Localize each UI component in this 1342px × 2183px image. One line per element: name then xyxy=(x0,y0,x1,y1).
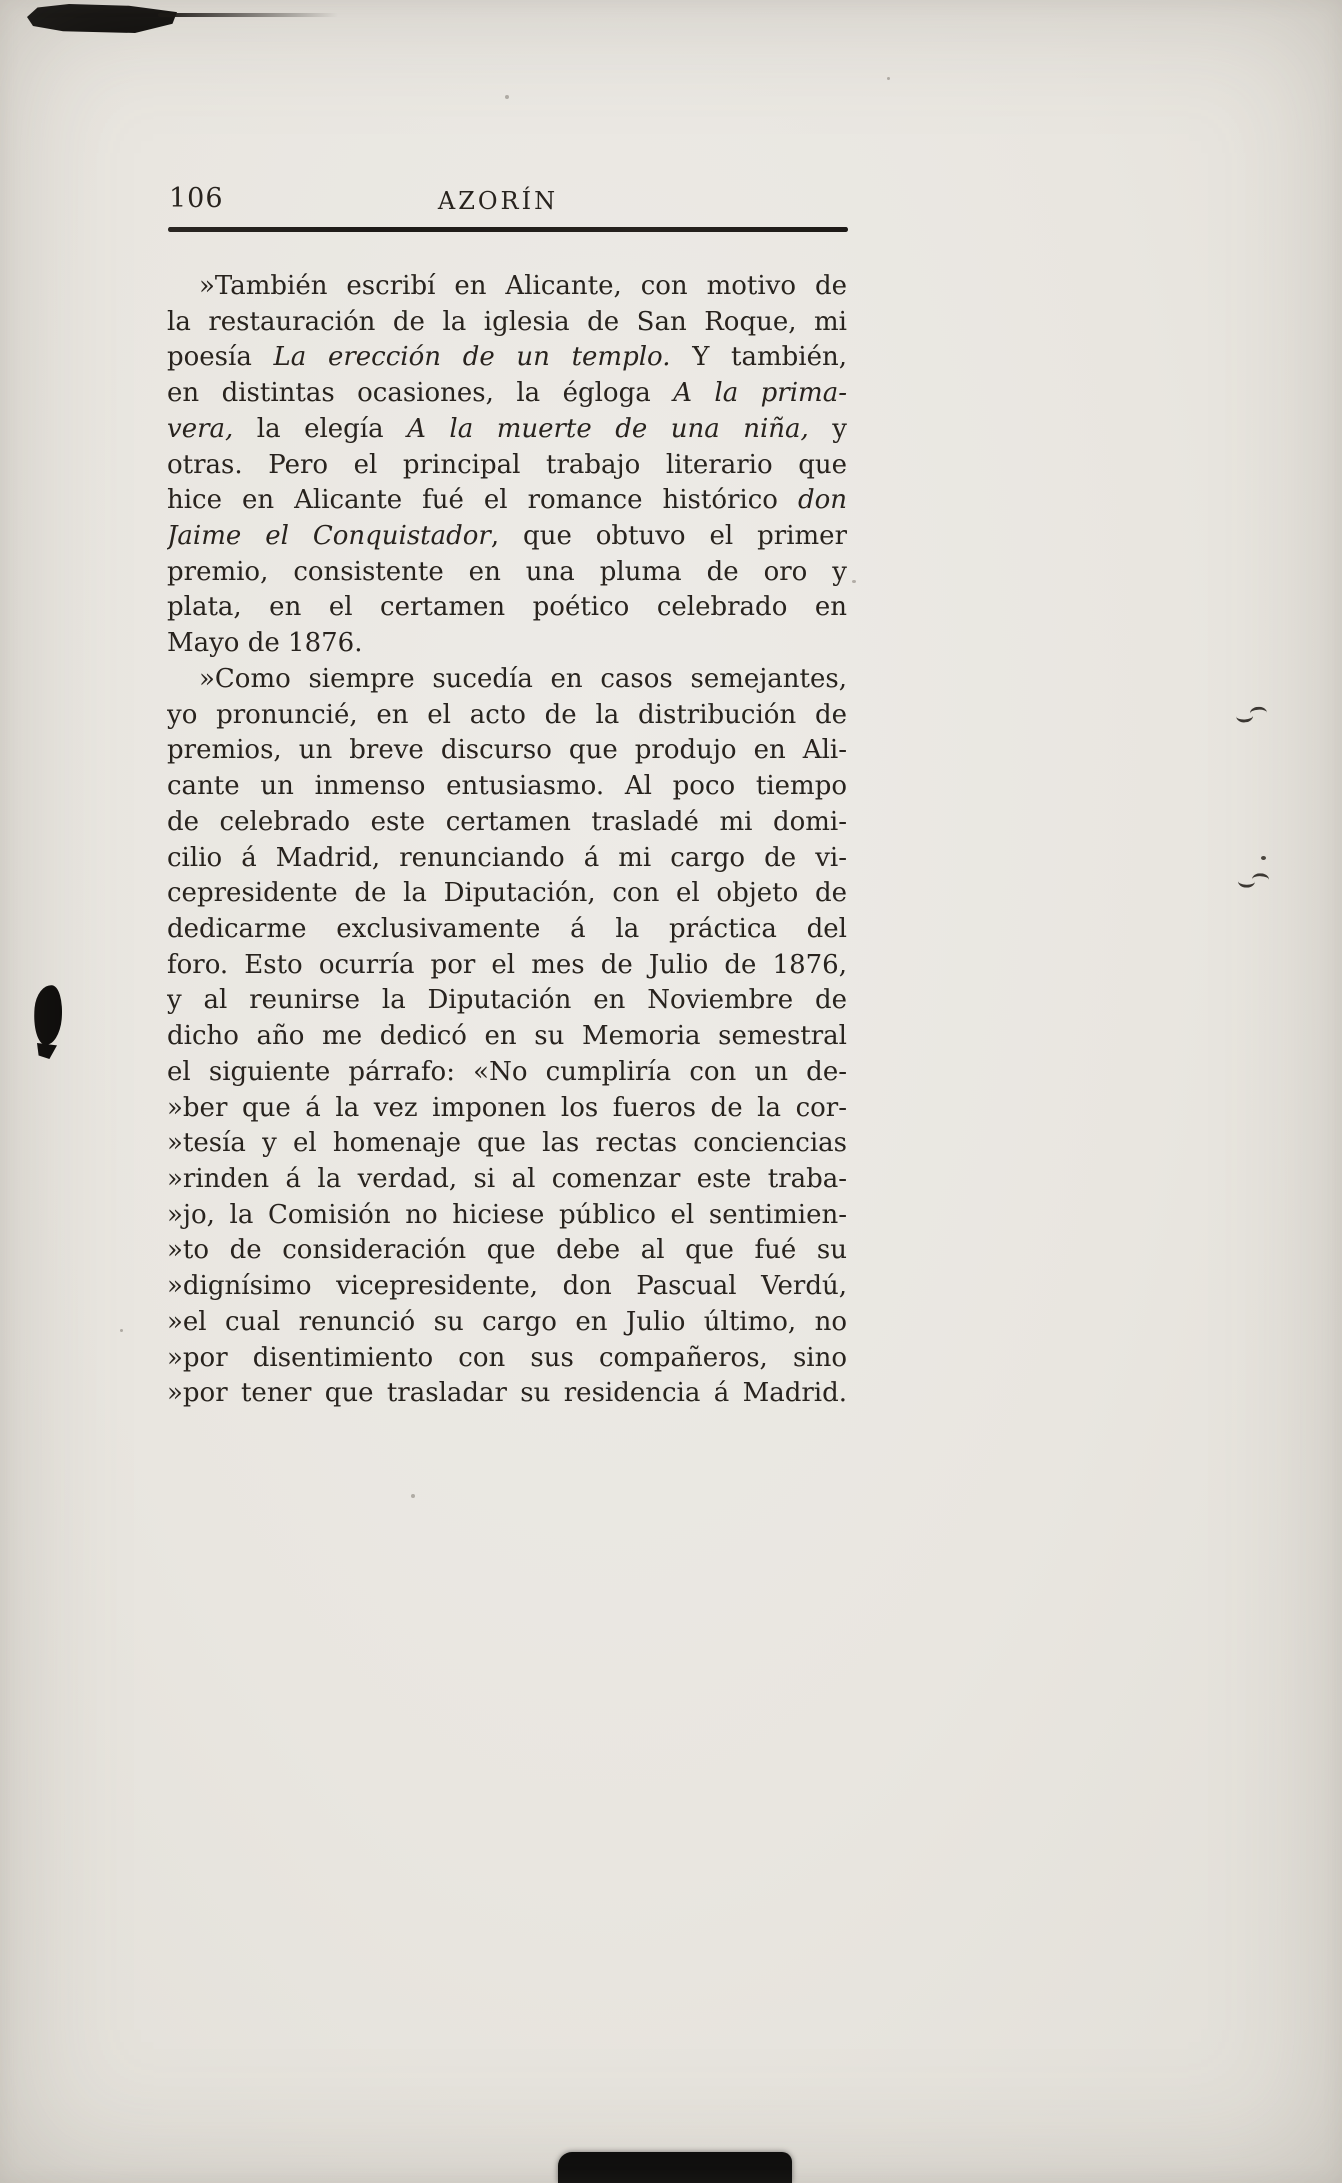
text-line xyxy=(167,590,847,626)
italic-text-segment: don xyxy=(797,485,847,516)
text-line xyxy=(167,1126,847,1162)
scan-smudge-tail xyxy=(158,13,338,17)
text-segment: »jo, la Comisión no hiciese público el sentimien- xyxy=(167,1199,847,1230)
ink-blot-tail xyxy=(37,1043,57,1059)
text-line xyxy=(167,376,847,412)
page-number: 106 xyxy=(169,183,224,214)
text-segment: »rinden á la verdad, si al comenzar este traba- xyxy=(167,1163,847,1194)
text-line xyxy=(167,841,847,877)
text-segment: , que obtuvo el primer xyxy=(490,521,847,552)
text-line xyxy=(167,1162,847,1198)
text-line xyxy=(167,805,847,841)
text-line xyxy=(167,1376,847,1412)
text-line xyxy=(167,912,847,948)
text-line xyxy=(167,698,847,734)
text-line xyxy=(167,1341,847,1377)
text-line xyxy=(167,626,847,662)
text-line xyxy=(167,948,847,984)
text-segment: premio, consistente en una pluma de oro y xyxy=(167,556,847,587)
text-line xyxy=(167,483,847,519)
text-line xyxy=(167,1198,847,1234)
text-segment: y xyxy=(808,413,847,444)
text-segment: hice en Alicante fué el romance histórico xyxy=(167,485,798,516)
paragraph xyxy=(167,662,847,1412)
text-segment: »por disentimiento con sus compañeros, sino xyxy=(167,1342,847,1373)
text-line xyxy=(167,1019,847,1055)
header-rule xyxy=(168,227,848,232)
italic-text-segment: A la prima- xyxy=(673,378,847,409)
text-segment: »el cual renunció su cargo en Julio último, no xyxy=(167,1306,847,1337)
text-segment: y al reunirse la Diputación en Noviembre de xyxy=(167,985,847,1016)
text-line xyxy=(167,1091,847,1127)
text-segment: cante un inmenso entusiasmo. Al poco tiempo xyxy=(167,771,847,802)
text-segment: »tesía y el homenaje que las rectas conciencias xyxy=(167,1128,847,1159)
text-segment: »Como siempre sucedía en casos semejantes, xyxy=(199,663,847,694)
text-segment: de celebrado este certamen trasladé mi domi- xyxy=(167,806,847,837)
text-segment: dicho año me dedicó en su Memoria semestral xyxy=(167,1021,847,1052)
italic-text-segment: La erección de un templo. xyxy=(273,342,671,373)
text-segment: cepresidente de la Diputación, con el objeto de xyxy=(167,878,847,909)
scan-mark-right-lower xyxy=(1238,872,1272,887)
text-segment: el siguiente párrafo: «No cumpliría con un de- xyxy=(167,1056,847,1087)
text-segment: dedicarme exclusivamente á la práctica del xyxy=(167,913,847,944)
text-segment: la restauración de la iglesia de San Roque, mi xyxy=(167,306,847,337)
scan-speck xyxy=(505,95,509,99)
text-line xyxy=(167,340,847,376)
italic-text-segment: A la muerte de una niña, xyxy=(407,413,809,444)
italic-text-segment: Jaime el Conquistador xyxy=(167,521,491,552)
text-line xyxy=(167,519,847,555)
scan-bar-bottom xyxy=(558,2152,792,2183)
text-segment: en distintas ocasiones, la égloga xyxy=(167,378,674,409)
text-segment: »dignísimo vicepresidente, don Pascual Verdú, xyxy=(167,1271,847,1302)
text-line xyxy=(167,1233,847,1269)
ink-blot-left-margin xyxy=(31,984,64,1046)
running-header: AZORÍN xyxy=(437,187,559,215)
text-segment: »por tener que trasladar su residencia á Madrid. xyxy=(167,1378,847,1409)
scan-speck xyxy=(852,580,856,583)
text-line xyxy=(167,769,847,805)
text-segment: la elegía xyxy=(233,413,408,444)
text-segment: yo pronuncié, en el acto de la distribución de xyxy=(167,699,847,730)
text-segment: Y también, xyxy=(670,342,847,373)
scan-mark-right-upper xyxy=(1236,706,1271,722)
paragraph xyxy=(167,269,847,662)
text-line xyxy=(167,448,847,484)
text-line xyxy=(167,1055,847,1091)
text-line xyxy=(167,555,847,591)
italic-text-segment: vera, xyxy=(167,413,234,444)
text-segment: otras. Pero el principal trabajo literario que xyxy=(167,449,847,480)
text-segment: »ber que á la vez imponen los fueros de la cor- xyxy=(167,1092,847,1123)
text-segment: foro. Esto ocurría por el mes de Julio de 1876, xyxy=(167,949,847,980)
text-line xyxy=(167,1269,847,1305)
scan-speck xyxy=(411,1494,415,1498)
text-line xyxy=(167,983,847,1019)
scan-speck xyxy=(887,77,890,80)
text-segment: Mayo de 1876. xyxy=(167,628,363,659)
scan-dot-right xyxy=(1261,856,1266,860)
text-line xyxy=(167,412,847,448)
page-text xyxy=(167,269,847,1412)
text-segment: »También escribí en Alicante, con motivo de xyxy=(199,271,847,301)
text-line xyxy=(167,1305,847,1341)
text-line xyxy=(167,733,847,769)
scan-smudge-top-left xyxy=(27,4,177,33)
text-line xyxy=(167,876,847,912)
text-segment: »to de consideración que debe al que fué su xyxy=(167,1235,847,1266)
text-segment: poesía xyxy=(167,342,274,373)
scan-speck xyxy=(120,1329,123,1332)
text-segment: cilio á Madrid, renunciando á mi cargo de vi- xyxy=(167,842,847,873)
text-segment: premios, un breve discurso que produjo en Ali- xyxy=(167,735,847,766)
text-segment: plata, en el certamen poético celebrado en xyxy=(167,592,847,623)
text-line xyxy=(167,662,847,698)
text-line xyxy=(167,269,847,305)
text-line xyxy=(167,305,847,341)
